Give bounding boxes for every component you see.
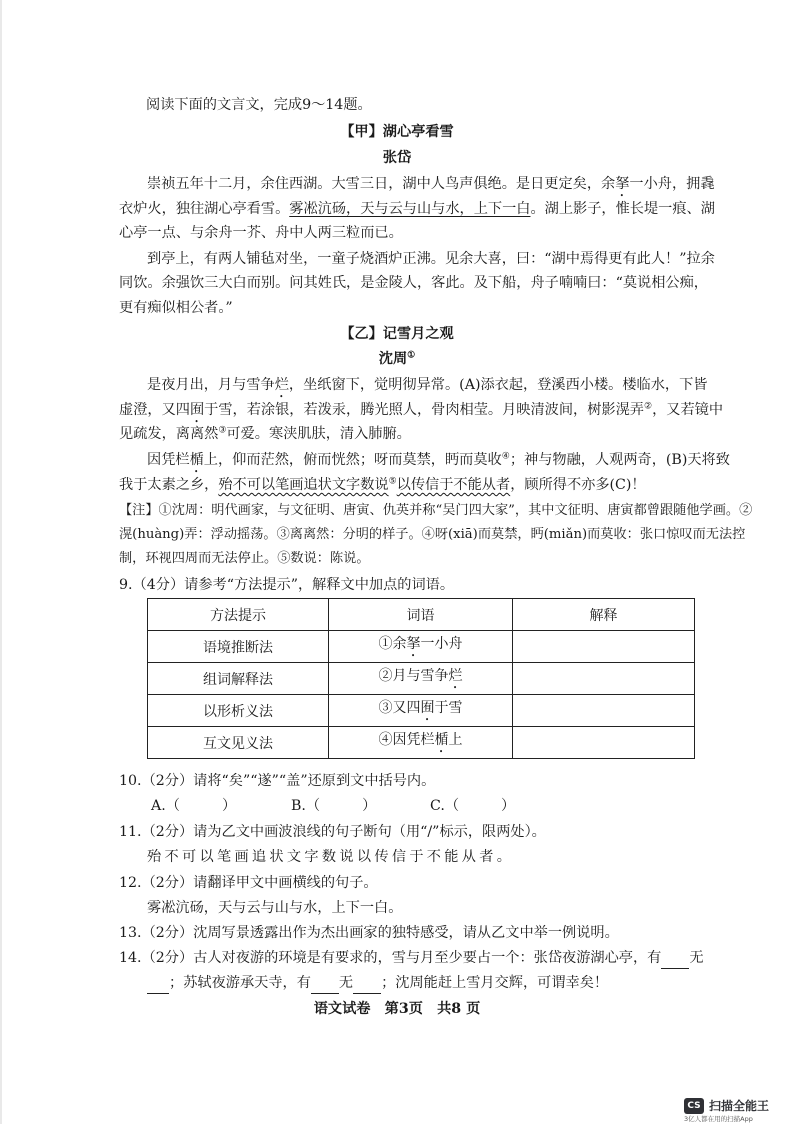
passage-yi-line bbox=[119, 424, 411, 444]
passage-jia-line: 更有痴似相公者。” bbox=[119, 300, 233, 316]
question-11-sentence: 殆不可以笔画追状文字数说以传信于不能从者。 bbox=[147, 849, 515, 865]
word-cell bbox=[329, 631, 513, 663]
table-row bbox=[148, 663, 695, 695]
text: 虚澄，又四 bbox=[119, 402, 190, 418]
text: ，坐纸窗下，觉明彻异常。(A)添衣起，登溪西小楼。楼临水，下皆 bbox=[288, 377, 708, 393]
text: ②月与雪争 bbox=[378, 668, 449, 684]
dotted-word: 烂 bbox=[448, 668, 463, 684]
passage-yi-author bbox=[0, 349, 794, 369]
slot-label: A.（ bbox=[151, 798, 180, 814]
scanner-watermark bbox=[684, 1098, 792, 1124]
passage-yi-title: 【乙】记雪月之观 bbox=[340, 326, 454, 342]
underlined-sentence: 雾凇沆砀，天与云与山与水，上下一白 bbox=[289, 201, 531, 217]
fill-blank[interactable] bbox=[353, 973, 381, 994]
passage-yi-line bbox=[119, 400, 723, 426]
footnote-marker: ② bbox=[643, 401, 653, 412]
slot-close: ） bbox=[362, 798, 377, 814]
method-cell: 语境推断法 bbox=[148, 631, 329, 663]
footnote-marker: ④ bbox=[501, 451, 510, 462]
footnote-line: 滉(huàng)弄：浮动摇荡。③离离然：分明的样子。④呀(xiā)而莫禁，眄(miǎn)而莫收：张口惊叹而无法控 bbox=[119, 527, 746, 542]
dotted-word: 囿 bbox=[420, 700, 435, 716]
table-row bbox=[148, 631, 695, 663]
dotted-word: 囿 bbox=[189, 402, 205, 418]
answer-slot-b[interactable] bbox=[291, 796, 376, 816]
answer-cell[interactable] bbox=[513, 695, 695, 727]
question-10-prompt: 10.（2分）请将“矣”“遂”“盖”还原到文中括号内。 bbox=[119, 773, 436, 789]
text: 一小舟 bbox=[420, 636, 463, 652]
text: ，又若镜中 bbox=[652, 402, 724, 418]
slot-label: B.（ bbox=[291, 798, 321, 814]
passage-jia-line bbox=[147, 174, 715, 200]
text: 可爱。寒浃肌肤，清入肺腑。 bbox=[226, 426, 411, 442]
passage-jia-author: 张岱 bbox=[382, 150, 412, 166]
text: 无 bbox=[689, 950, 704, 966]
fill-blank[interactable] bbox=[661, 948, 689, 969]
word-cell bbox=[329, 663, 513, 695]
passage-jia-line bbox=[119, 199, 715, 219]
passage-jia-line: 心亭一点、与余舟一芥、舟中人两三粒而已。 bbox=[119, 225, 403, 241]
text: 一小舟，拥毳 bbox=[629, 176, 715, 192]
fill-blank[interactable] bbox=[147, 973, 169, 994]
table-header-row bbox=[148, 599, 695, 631]
word-cell bbox=[329, 727, 513, 759]
question-14-line bbox=[147, 973, 608, 994]
text: 于雪 bbox=[434, 700, 463, 716]
method-cell: 以形析义法 bbox=[148, 695, 329, 727]
method-table bbox=[147, 598, 695, 759]
slot-label: C.（ bbox=[430, 798, 460, 814]
dotted-word: 楯 bbox=[189, 452, 204, 468]
word-cell bbox=[329, 695, 513, 727]
dotted-word: 拏 bbox=[406, 636, 421, 652]
question-14-line bbox=[119, 948, 704, 969]
passage-yi-line bbox=[147, 450, 730, 476]
passage-yi-line bbox=[147, 375, 707, 401]
question-12-sentence: 雾凇沆砀，天与云与山与水，上下一白。 bbox=[147, 900, 403, 916]
text: ；沈周能赶上雪月交辉，可谓幸矣！ bbox=[381, 975, 609, 991]
watermark-name: 扫描全能王 bbox=[709, 1099, 770, 1113]
camscanner-logo-icon: CS bbox=[684, 1098, 704, 1114]
dotted-word: 烂 bbox=[274, 377, 289, 393]
text: ③又四 bbox=[378, 700, 421, 716]
reading-intro: 阅读下面的文言文，完成9～14题。 bbox=[146, 97, 372, 113]
text: 上 bbox=[448, 732, 463, 748]
footnote-marker: ① bbox=[407, 350, 416, 361]
text: ；神与物融，人观两奇，(B)天将致 bbox=[509, 452, 730, 468]
text: 是夜月出，月与雪争 bbox=[147, 377, 275, 393]
text: 我于太素之乡， bbox=[119, 477, 219, 493]
text: 14.（2分）古人对夜游的环境是有要求的，雪与月至少要占一个：张岱夜游湖心亭，有 bbox=[119, 950, 662, 966]
dotted-word: 楯 bbox=[434, 732, 449, 748]
text: 于雪，若涂银，若泼汞，腾光照人，骨肉相莹。月映清波间，树影滉弄 bbox=[204, 402, 644, 418]
dotted-word: 拏 bbox=[615, 176, 630, 192]
slot-close: ） bbox=[221, 798, 237, 814]
method-cell: 组词解释法 bbox=[148, 663, 329, 695]
text: 。湖上影子，惟长堤一痕、湖 bbox=[530, 201, 715, 217]
passage-jia-title: 【甲】湖心亭看雪 bbox=[340, 124, 454, 140]
text: ；苏轼夜游承天寺，有 bbox=[169, 975, 311, 991]
text: 崇祯五年十二月，余住西湖。大雪三日，湖中人鸟声俱绝。是日更定矣，余 bbox=[147, 176, 616, 192]
text: ，顾所得不亦多(C)！ bbox=[510, 477, 646, 493]
text: 因凭栏 bbox=[147, 452, 190, 468]
text: 上，仰而茫然，俯而恍然；呀而莫禁，眄而莫收 bbox=[203, 452, 502, 468]
passage-jia-line: 同饮。余强饮三大白而别。问其姓氏，是金陵人，客此。及下船，舟子喃喃曰：“莫说相公痴， bbox=[119, 275, 708, 291]
question-12-prompt: 12.（2分）请翻译甲文中画横线的句子。 bbox=[119, 875, 378, 891]
text: 无 bbox=[338, 975, 354, 991]
footnote-marker: ③ bbox=[218, 425, 227, 436]
passage-jia-line: 到亭上，有两人铺毡对坐，一童子烧酒炉正沸。见余大喜，曰：“湖中焉得更有此人！”拉余 bbox=[147, 251, 715, 267]
question-13-prompt: 13.（2分）沈周写景透露出作为杰出画家的独特感受，请从乙文中举一例说明。 bbox=[119, 925, 619, 941]
text: 见疏发，离离然 bbox=[119, 426, 219, 442]
table-row bbox=[148, 727, 695, 759]
answer-cell[interactable] bbox=[513, 631, 695, 663]
watermark-tagline: 3亿人都在用的扫描App bbox=[684, 1115, 753, 1123]
page-footer: 语文试卷 第3页 共8 页 bbox=[313, 1001, 481, 1017]
text: ④因凭栏 bbox=[378, 732, 435, 748]
answer-cell[interactable] bbox=[513, 727, 695, 759]
text: 衣炉火，独往湖心亭看雪。 bbox=[119, 201, 290, 217]
question-11-prompt: 11.（2分）请为乙文中画波浪线的句子断句（用“/”标示，限两处）。 bbox=[119, 824, 546, 840]
method-cell: 互文见义法 bbox=[148, 727, 329, 759]
footnote-marker: ⑤ bbox=[388, 476, 397, 487]
answer-slot-c[interactable] bbox=[430, 796, 515, 816]
table-header: 方法提示 bbox=[148, 599, 329, 631]
author-name: 沈周 bbox=[378, 351, 408, 367]
footnote-line: 【注】①沈周：明代画家，与文征明、唐寅、仇英并称“吴门四大家”，其中文征明、唐寅都曾跟随他学画。② bbox=[119, 503, 753, 518]
text: ①余 bbox=[378, 636, 407, 652]
question-9-prompt: 9.（4分）请参考“方法提示”，解释文中加点的词语。 bbox=[119, 577, 455, 593]
fill-blank[interactable] bbox=[311, 973, 339, 994]
table-header: 词语 bbox=[329, 599, 513, 631]
table-row bbox=[148, 695, 695, 727]
slot-close: ） bbox=[501, 798, 516, 814]
answer-slot-a[interactable] bbox=[151, 796, 236, 816]
wavy-sentence: 殆不可以笔画追状文字数说 bbox=[218, 477, 389, 493]
footnote-line: 制，环视四周而无法停止。⑤数说：陈说。 bbox=[119, 551, 370, 566]
wavy-sentence: 以传信于不能从者 bbox=[396, 477, 511, 493]
table-header: 解释 bbox=[513, 599, 695, 631]
answer-cell[interactable] bbox=[513, 663, 695, 695]
passage-yi-line bbox=[119, 475, 646, 495]
